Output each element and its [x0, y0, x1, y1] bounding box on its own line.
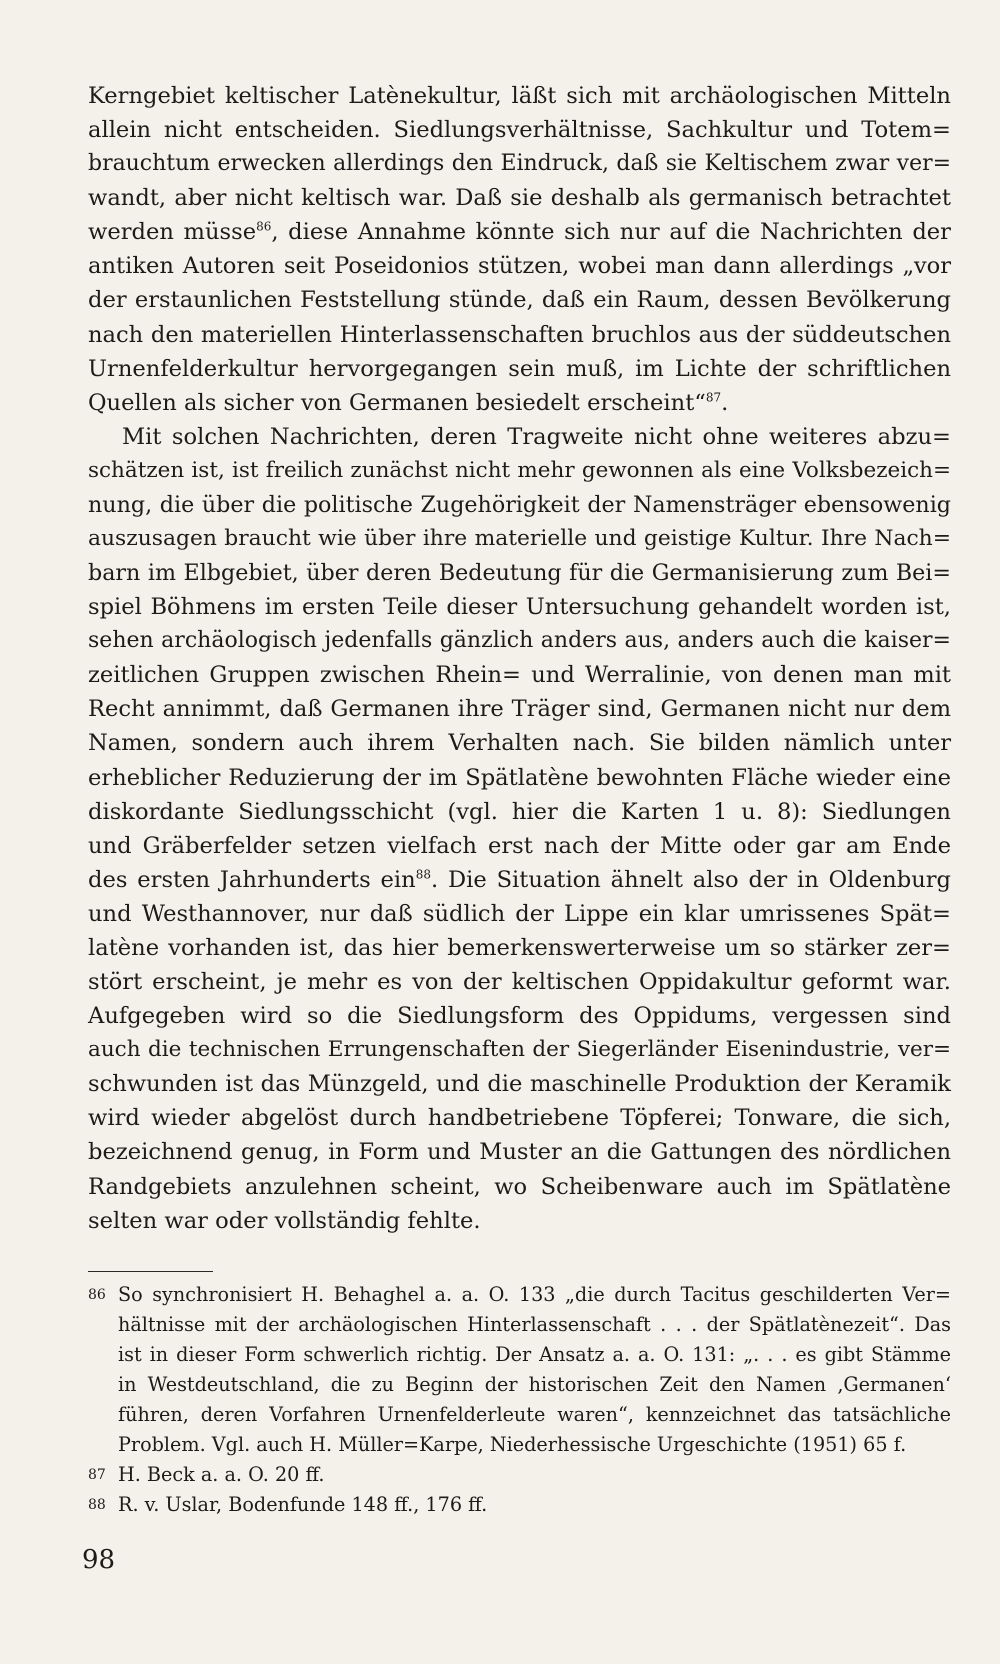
- text-line: Aufgegeben wird so die Siedlungsform des Oppidums, vergessen sind: [88, 1003, 951, 1030]
- text-fragment: Quellen als sicher von Germanen besiedelt erscheint“: [88, 389, 706, 416]
- text-line: auszusagen braucht wie über ihre materielle und geistige Kultur. Ihre Nach=: [88, 526, 951, 552]
- text-line: wandt, aber nicht keltisch war. Daß sie deshalb als germanisch betrachtet: [88, 185, 951, 212]
- text-line: allein nicht entscheiden. Siedlungsverhältnisse, Sachkultur und Totem=: [88, 117, 951, 144]
- text-line: selten war oder vollständig fehlte.: [88, 1207, 481, 1234]
- footnote-88: [88, 1490, 951, 1520]
- footnote-line: in Westdeutschland, die zu Beginn der historischen Zeit den Namen ‚Germanen‘: [118, 1373, 951, 1396]
- text-line: latène vorhanden ist, das hier bemerkenswerterweise um so stärker zer=: [88, 934, 951, 961]
- footnote-number: 86: [88, 1287, 106, 1303]
- text-line: Namen, sondern auch ihrem Verhalten nach. Sie bilden nämlich unter: [88, 730, 951, 757]
- text-line: barn im Elbgebiet, über deren Bedeutung für die Germanisierung zum Bei=: [88, 560, 951, 587]
- text-line: und Gräberfelder setzen vielfach erst nach der Mitte oder gar am Ende: [88, 832, 951, 859]
- footnote-number: 87: [88, 1467, 106, 1483]
- paragraph-1: [88, 79, 951, 420]
- text-line: nung, die über die politische Zugehörigkeit der Namensträger ebensowenig: [88, 491, 951, 518]
- text-fragment: .: [721, 389, 729, 416]
- text-line: brauchtum erwecken allerdings den Eindruck, daß sie Keltischem zwar ver=: [88, 151, 951, 177]
- footnote-line: Problem. Vgl. auch H. Müller=Karpe, Niederhessische Urgeschichte (1951) 65 f.: [118, 1433, 907, 1456]
- text-line: erheblicher Reduzierung der im Spätlatène bewohnten Fläche wieder eine: [88, 764, 951, 791]
- footnote-line: ist in dieser Form schwerlich richtig. Der Ansatz a. a. O. 131: „. . . es gibt Stämme: [118, 1343, 951, 1366]
- text-line: antiken Autoren seit Poseidonios stützen, wobei man dann allerdings „vor: [88, 253, 951, 280]
- footnote-86: [88, 1280, 951, 1460]
- footnote-87: [88, 1460, 951, 1490]
- text-line: schwunden ist das Münzgeld, und die maschinelle Produktion der Keramik: [88, 1071, 951, 1098]
- text-line: Recht annimmt, daß Germanen ihre Träger sind, Germanen nicht nur dem: [88, 696, 951, 723]
- footnote-ref-88: 88: [415, 867, 431, 882]
- text-line: Urnenfelderkultur hervorgegangen sein muß, im Lichte der schriftlichen: [88, 355, 951, 382]
- text-line: stört erscheint, je mehr es von der keltischen Oppidakultur geformt war.: [88, 969, 951, 996]
- footnote-number: 88: [88, 1497, 106, 1513]
- text-line: und Westhannover, nur daß südlich der Lippe ein klar umrissenes Spät=: [88, 900, 951, 927]
- text-fragment: . Die Situation ähnelt also der in Oldenburg: [431, 866, 952, 893]
- text-fragment: , diese Annahme könnte sich nur auf die Nachrichten der: [271, 219, 951, 246]
- text-line: [88, 386, 951, 420]
- text-line: [88, 215, 951, 249]
- page-number: 98: [82, 1545, 116, 1575]
- main-text: [88, 79, 951, 1238]
- footnote-ref-87: 87: [705, 390, 722, 405]
- text-line: schätzen ist, ist freilich zunächst nicht mehr gewonnen als eine Volksbezeich=: [88, 457, 951, 483]
- paragraph-2: [88, 420, 951, 1238]
- text-line: bezeichnend genug, in Form und Muster an die Gattungen des nördlichen: [88, 1139, 951, 1166]
- footnote-ref-86: 86: [256, 219, 272, 234]
- footnote-line: führen, deren Vorfahren Urnenfelderleute waren“, kennzeichnet das tatsächliche: [118, 1403, 951, 1426]
- text-line: wird wieder abgelöst durch handbetriebene Töpferei; Tonware, die sich,: [88, 1105, 951, 1132]
- footnote-line: H. Beck a. a. O. 20 ff.: [118, 1463, 325, 1486]
- text-fragment: werden müsse: [88, 219, 257, 246]
- text-line: auch die technischen Errungenschaften der Siegerländer Eisenindustrie, ver=: [88, 1037, 951, 1063]
- text-line: zeitlichen Gruppen zwischen Rhein= und Werralinie, von denen man mit: [88, 662, 951, 689]
- text-line: Mit solchen Nachrichten, deren Tragweite nicht ohne weiteres abzu=: [122, 423, 951, 450]
- text-line: Kerngebiet keltischer Latènekultur, läßt sich mit archäologischen Mitteln: [88, 83, 951, 109]
- text-line: Randgebiets anzulehnen scheint, wo Scheibenware auch im Spätlatène: [88, 1173, 951, 1200]
- text-line: [88, 863, 951, 897]
- text-fragment: des ersten Jahrhunderts ein: [88, 866, 416, 893]
- text-line: diskordante Siedlungsschicht (vgl. hier die Karten 1 u. 8): Siedlungen: [88, 798, 951, 825]
- footnote-separator: [88, 1271, 213, 1272]
- text-line: nach den materiellen Hinterlassenschaften bruchlos aus der süddeutschen: [88, 321, 951, 348]
- footnote-line: hältnisse mit der archäologischen Hinterlassenschaft . . . der Spätlatènezeit“. Das: [118, 1313, 951, 1336]
- footnote-line: R. v. Uslar, Bodenfunde 148 ff., 176 ff.: [118, 1493, 488, 1516]
- footnote-line: So synchronisiert H. Behaghel a. a. O. 133 „die durch Tacitus geschilderten Ver=: [118, 1283, 951, 1306]
- text-line: spiel Böhmens im ersten Teile dieser Untersuchung gehandelt worden ist,: [88, 594, 951, 621]
- footnotes: [88, 1280, 951, 1520]
- text-line: sehen archäologisch jedenfalls gänzlich anders aus, anders auch die kaiser=: [88, 628, 951, 654]
- text-line: der erstaunlichen Feststellung stünde, daß ein Raum, dessen Bevölkerung: [88, 287, 951, 314]
